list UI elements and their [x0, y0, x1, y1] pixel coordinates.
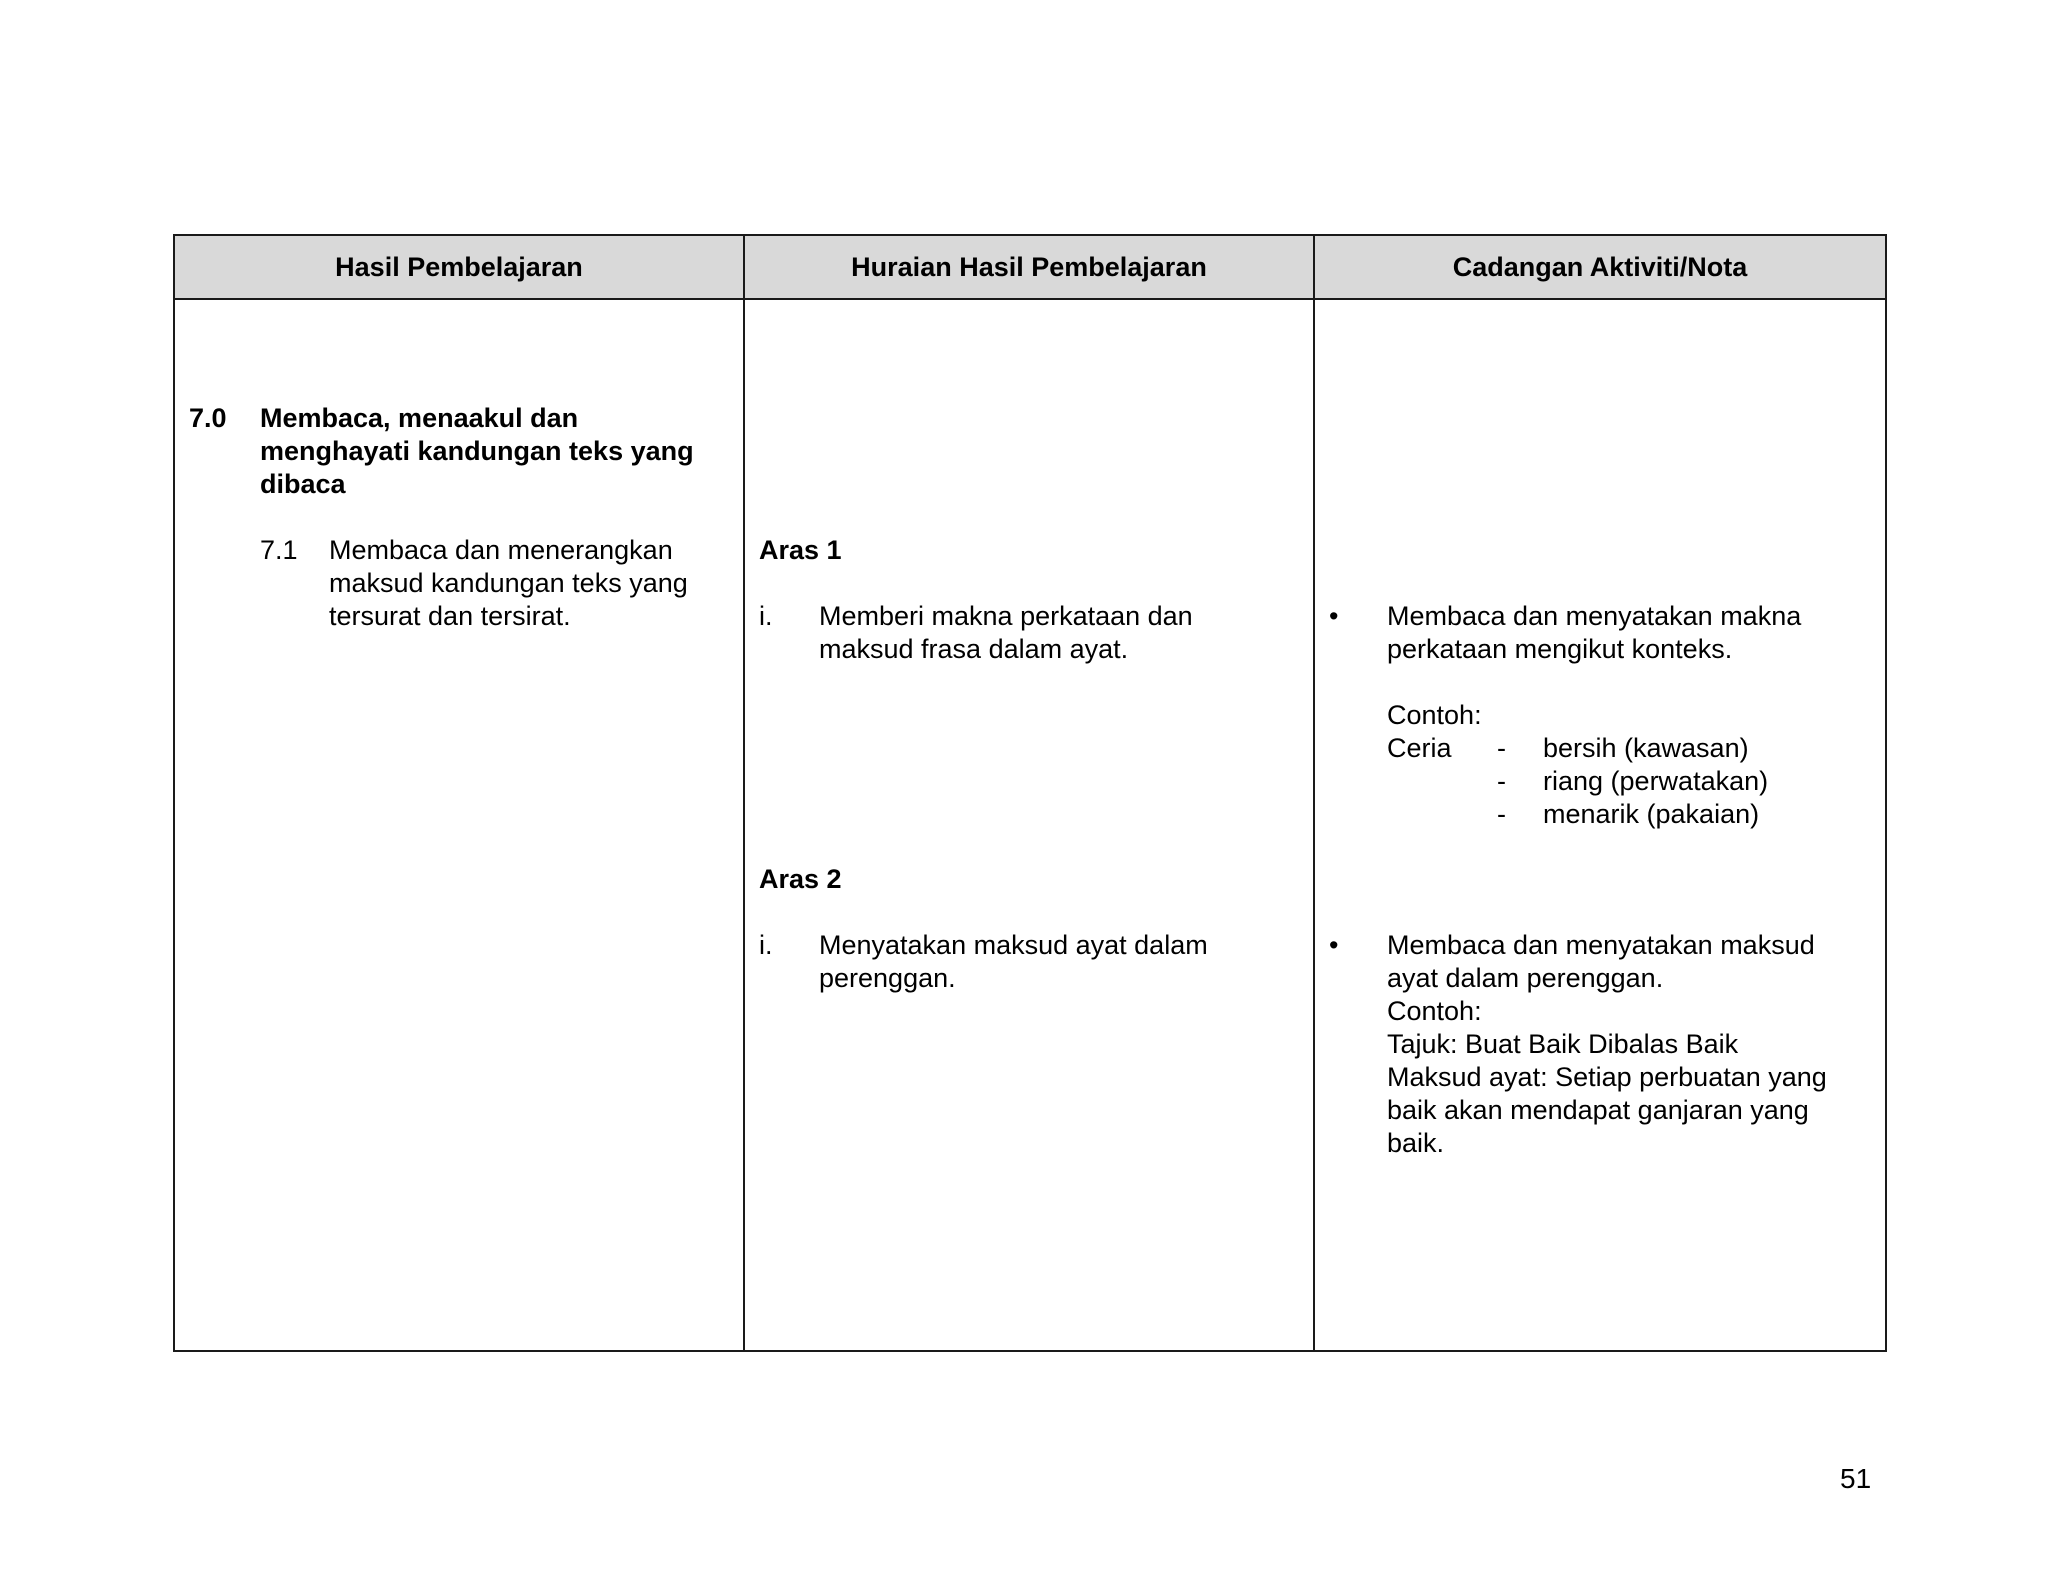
level-1-title: Aras 1: [759, 535, 842, 565]
bullet-2-marker: •: [1329, 930, 1339, 960]
bullet-2-line: Contoh:: [1387, 996, 1482, 1026]
cell-cadangan-aktiviti: [1314, 299, 1886, 1351]
syllabus-table: [173, 234, 1887, 1352]
bullet-1-line: Membaca dan menyatakan makna: [1387, 601, 1802, 631]
level-1-item-line: Memberi makna perkataan dan: [819, 601, 1193, 631]
subsection-text-line: maksud kandungan teks yang: [329, 568, 688, 598]
example-label: Contoh:: [1387, 700, 1482, 730]
example-item: riang (perwatakan): [1543, 766, 1769, 796]
example-dash: -: [1497, 799, 1506, 829]
table-header-row: [174, 235, 1886, 299]
subsection-text-line: Membaca dan menerangkan: [329, 535, 673, 565]
level-2-title: Aras 2: [759, 864, 842, 894]
cell-hasil-pembelajaran: [174, 299, 744, 1351]
header-huraian-hasil-pembelajaran: Huraian Hasil Pembelajaran: [744, 235, 1314, 299]
table-row: [174, 299, 1886, 1351]
bullet-1-text: [1387, 600, 1801, 666]
example-word: Ceria: [1387, 733, 1452, 763]
bullet-2-line: baik akan mendapat ganjaran yang: [1387, 1095, 1809, 1125]
section-title: [260, 402, 694, 501]
level-1-item-line: maksud frasa dalam ayat.: [819, 634, 1129, 664]
header-hasil-pembelajaran: Hasil Pembelajaran: [174, 235, 744, 299]
page-number: 51: [1840, 1463, 1872, 1494]
level-2-item-text: [819, 929, 1208, 995]
bullet-1-line: perkataan mengikut konteks.: [1387, 634, 1733, 664]
bullet-2-line: Membaca dan menyatakan maksud: [1387, 930, 1815, 960]
subsection-number: 7.1: [260, 535, 298, 565]
bullet-2-text: [1387, 929, 1827, 1160]
section-title-line: menghayati kandungan teks yang: [260, 436, 694, 466]
level-2-item-line: perenggan.: [819, 963, 956, 993]
level-1-item-marker: i.: [759, 601, 773, 631]
example-dash: -: [1497, 733, 1506, 763]
section-number: 7.0: [189, 403, 227, 433]
bullet-2-line: baik.: [1387, 1128, 1445, 1158]
level-2-item-line: Menyatakan maksud ayat dalam: [819, 930, 1208, 960]
level-2-item-marker: i.: [759, 930, 773, 960]
subsection-text-line: tersurat dan tersirat.: [329, 601, 571, 631]
subsection-text: [329, 534, 688, 633]
example-item: menarik (pakaian): [1543, 799, 1760, 829]
section-title-line: Membaca, menaakul dan: [260, 403, 579, 433]
bullet-2-line: Tajuk: Buat Baik Dibalas Baik: [1387, 1029, 1739, 1059]
bullet-1-marker: •: [1329, 601, 1339, 631]
cell-huraian-hasil-pembelajaran: [744, 299, 1314, 1351]
example-dash: -: [1497, 766, 1506, 796]
header-cadangan-aktiviti: Cadangan Aktiviti/Nota: [1314, 235, 1886, 299]
level-1-item-text: [819, 600, 1193, 666]
section-title-line: dibaca: [260, 469, 346, 499]
example-items: [1543, 732, 1768, 831]
bullet-2-line: ayat dalam perenggan.: [1387, 963, 1664, 993]
bullet-2-line: Maksud ayat: Setiap perbuatan yang: [1387, 1062, 1827, 1092]
example-item: bersih (kawasan): [1543, 733, 1749, 763]
